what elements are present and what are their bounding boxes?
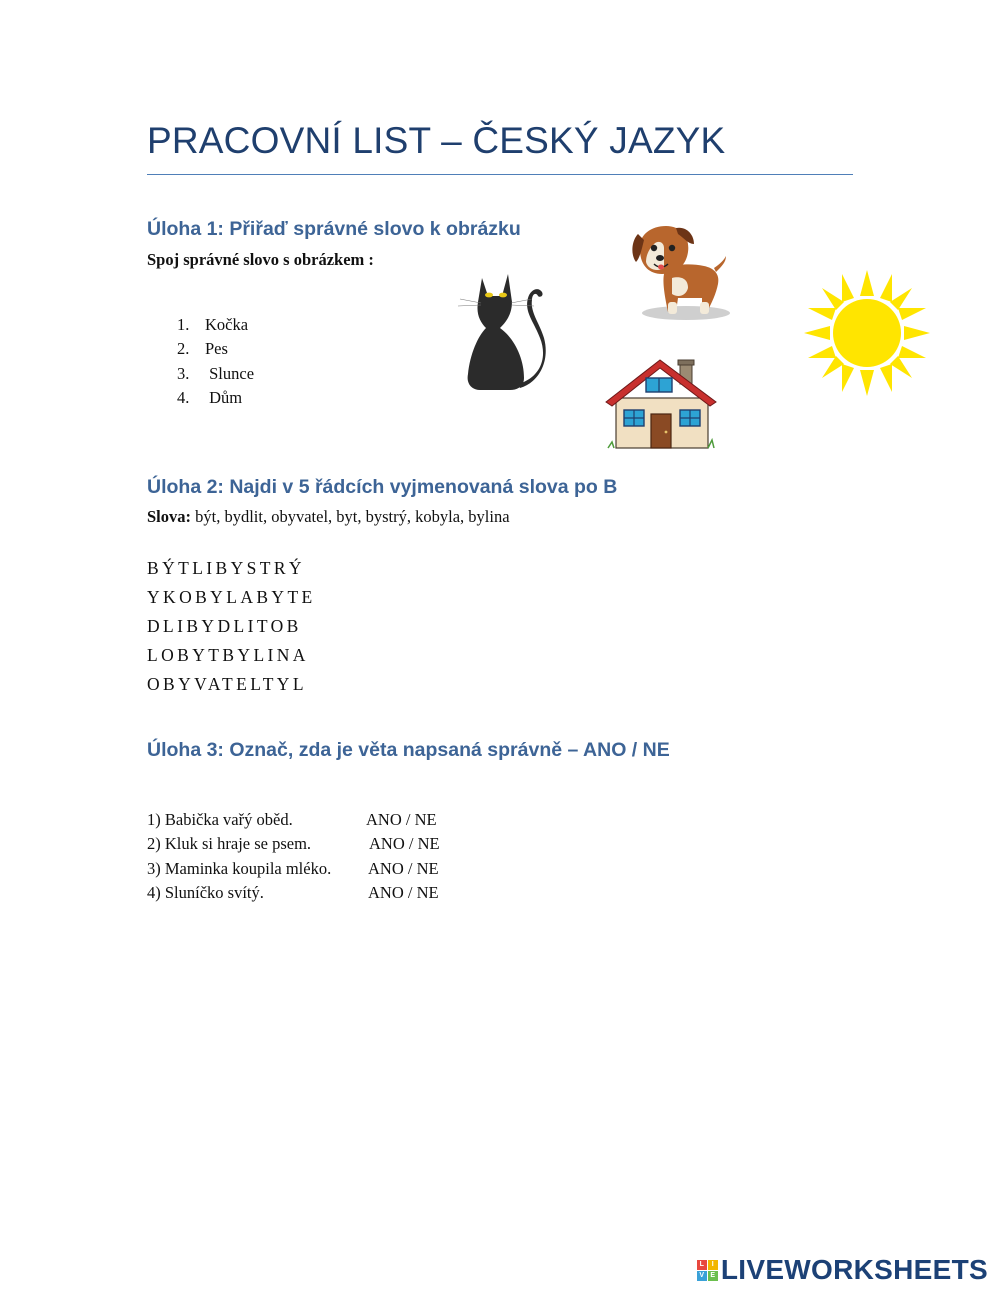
grid-row[interactable]: BÝTLIBYSTRÝ — [147, 558, 305, 578]
sentence-text: 2) Kluk si hraje se psem. — [147, 834, 312, 854]
cat-icon[interactable] — [440, 266, 550, 392]
sentence-row — [147, 808, 467, 832]
task3-heading: Úloha 3: Označ, zda je věta napsaná správně – ANO / NE — [147, 739, 670, 761]
answer-choice[interactable]: ANO / NE — [368, 882, 439, 902]
task1-word-list — [177, 313, 254, 410]
list-item-number: 3. — [177, 363, 190, 383]
list-item[interactable] — [177, 313, 254, 337]
task1-instruction: Spoj správné slovo s obrázkem : — [147, 250, 374, 269]
grid-row[interactable]: OBYVATELTYL — [147, 674, 307, 694]
sun-icon[interactable] — [802, 268, 932, 398]
letter-grid — [147, 554, 316, 699]
grid-row[interactable]: LOBYTBYLINA — [147, 645, 309, 665]
liveworksheets-logo — [697, 1250, 988, 1290]
list-item-word: Dům — [205, 387, 243, 407]
list-item[interactable] — [177, 362, 254, 386]
list-item-word: Slunce — [205, 363, 255, 383]
task1-heading: Úloha 1: Přiřaď správné slovo k obrázku — [147, 218, 521, 240]
task2-words-list: být, bydlit, obyvatel, byt, bystrý, kobyla, bylina — [191, 507, 510, 526]
sentence-row — [147, 832, 467, 856]
list-item-number: 1. — [177, 315, 190, 334]
logo-mark-icon: L I V E — [697, 1260, 718, 1281]
sentence-text: 4) Sluníčko svítý. — [147, 882, 264, 902]
task2-heading: Úloha 2: Najdi v 5 řádcích vyjmenovaná slova po B — [147, 476, 618, 498]
list-item-word: Kočka — [205, 315, 249, 334]
list-item-number: 2. — [177, 339, 190, 359]
list-item-number: 4. — [177, 387, 190, 407]
task2-words — [147, 507, 510, 527]
grid-row[interactable]: DLIBYDLITOB — [147, 616, 302, 636]
sentence-text: 3) Maminka koupila mléko. — [147, 858, 332, 878]
answer-choice[interactable]: ANO / NE — [368, 858, 439, 878]
logo-text: LIVEWORKSHEETS — [720, 1254, 988, 1285]
house-icon[interactable] — [604, 358, 718, 452]
task2-words-label: Slova: — [147, 507, 192, 526]
list-item[interactable] — [177, 337, 254, 361]
list-item-word: Pes — [205, 339, 228, 359]
list-item[interactable] — [177, 386, 254, 410]
answer-choice[interactable]: ANO / NE — [369, 834, 440, 854]
page-title: PRACOVNÍ LIST – ČESKÝ JAZYK — [147, 120, 726, 161]
dog-icon[interactable] — [628, 222, 732, 322]
sentence-list — [147, 808, 467, 905]
sentence-row — [147, 881, 467, 905]
grid-row[interactable]: YKOBYLABYTE — [147, 587, 316, 607]
sentence-row — [147, 857, 467, 881]
answer-choice[interactable]: ANO / NE — [366, 810, 437, 829]
title-divider — [147, 174, 853, 175]
sentence-text: 1) Babička vařý oběd. — [147, 810, 293, 829]
